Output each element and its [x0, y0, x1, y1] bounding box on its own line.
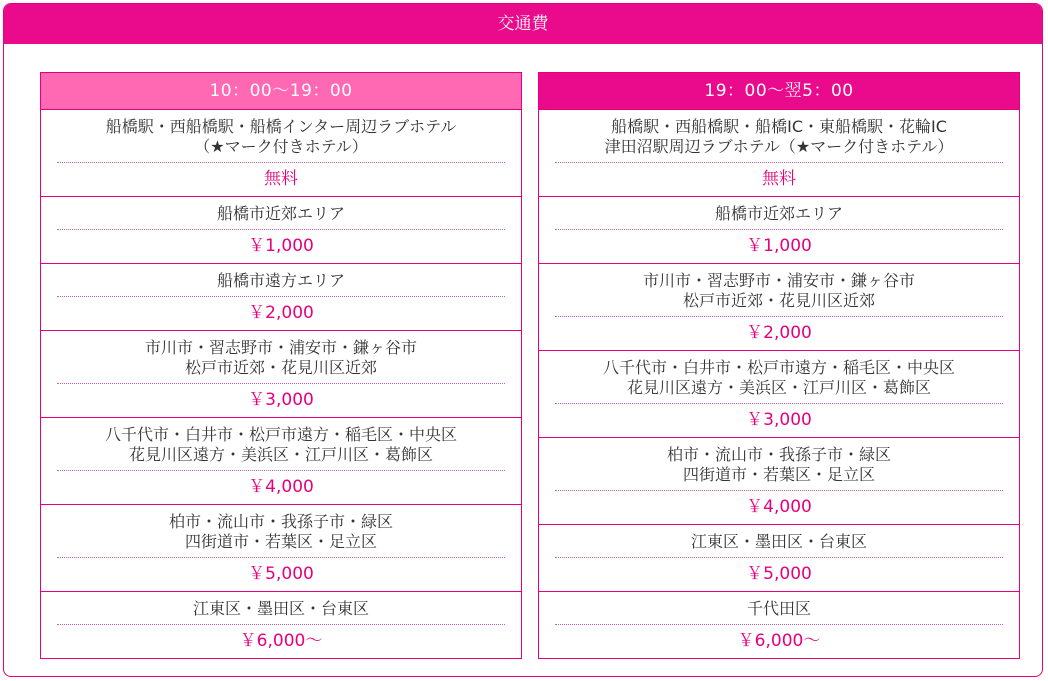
price-text: ￥1,000 [248, 236, 314, 256]
fee-row [539, 437, 1019, 524]
fee-row [539, 263, 1019, 350]
price-text: ￥3,000 [746, 410, 812, 430]
fee-row [41, 330, 521, 417]
area-text: 柏市・流山市・我孫子市・緑区 四街道市・若葉区・足立区 [555, 445, 1003, 491]
area-text: 千代田区 [555, 599, 1003, 625]
fee-row [539, 196, 1019, 263]
nighttime-header: 19：00〜翌5：00 [539, 73, 1019, 109]
transport-fee-panel [3, 3, 1043, 677]
price-text: ￥1,000 [746, 236, 812, 256]
fee-row [41, 417, 521, 504]
area-text: 船橋駅・西船橋駅・船橋IC・東船橋駅・花輪IC 津田沼駅周辺ラブホテル（★マーク付きホテル） [555, 117, 1003, 163]
daytime-fee-table [40, 72, 522, 659]
fee-row [539, 524, 1019, 591]
price-text: ￥4,000 [746, 497, 812, 517]
fee-row [539, 591, 1019, 658]
area-text: 市川市・習志野市・浦安市・鎌ヶ谷市 松戸市近郊・花見川区近郊 [57, 338, 505, 384]
fee-row [41, 504, 521, 591]
price-text: ￥5,000 [248, 564, 314, 584]
panel-title: 交通費 [4, 4, 1042, 44]
area-text: 八千代市・白井市・松戸市遠方・稲毛区・中央区 花見川区遠方・美浜区・江戸川区・葛飾区 [555, 358, 1003, 404]
price-text: ￥2,000 [746, 323, 812, 343]
daytime-header: 10：00〜19：00 [41, 73, 521, 109]
fee-row [41, 196, 521, 263]
fee-row [41, 263, 521, 330]
nighttime-fee-table [538, 72, 1020, 659]
price-text: 無料 [762, 169, 796, 189]
area-text: 船橋市近郊エリア [555, 204, 1003, 230]
area-text: 柏市・流山市・我孫子市・緑区 四街道市・若葉区・足立区 [57, 512, 505, 558]
area-text: 船橋市遠方エリア [57, 271, 505, 297]
price-text: ￥5,000 [746, 564, 812, 584]
price-text: ￥6,000〜 [239, 631, 323, 651]
fee-row [539, 109, 1019, 196]
area-text: 江東区・墨田区・台東区 [57, 599, 505, 625]
price-text: ￥6,000〜 [737, 631, 821, 651]
area-text: 八千代市・白井市・松戸市遠方・稲毛区・中央区 花見川区遠方・美浜区・江戸川区・葛飾区 [57, 425, 505, 471]
area-text: 市川市・習志野市・浦安市・鎌ヶ谷市 松戸市近郊・花見川区近郊 [555, 271, 1003, 317]
price-text: ￥3,000 [248, 390, 314, 410]
price-text: ￥2,000 [248, 303, 314, 323]
area-text: 江東区・墨田区・台東区 [555, 532, 1003, 558]
area-text: 船橋市近郊エリア [57, 204, 505, 230]
area-text: 船橋駅・西船橋駅・船橋インター周辺ラブホテル （★マーク付きホテル） [57, 117, 505, 163]
fee-row [41, 591, 521, 658]
fee-row [539, 350, 1019, 437]
price-text: ￥4,000 [248, 477, 314, 497]
fee-row [41, 109, 521, 196]
price-text: 無料 [264, 169, 298, 189]
